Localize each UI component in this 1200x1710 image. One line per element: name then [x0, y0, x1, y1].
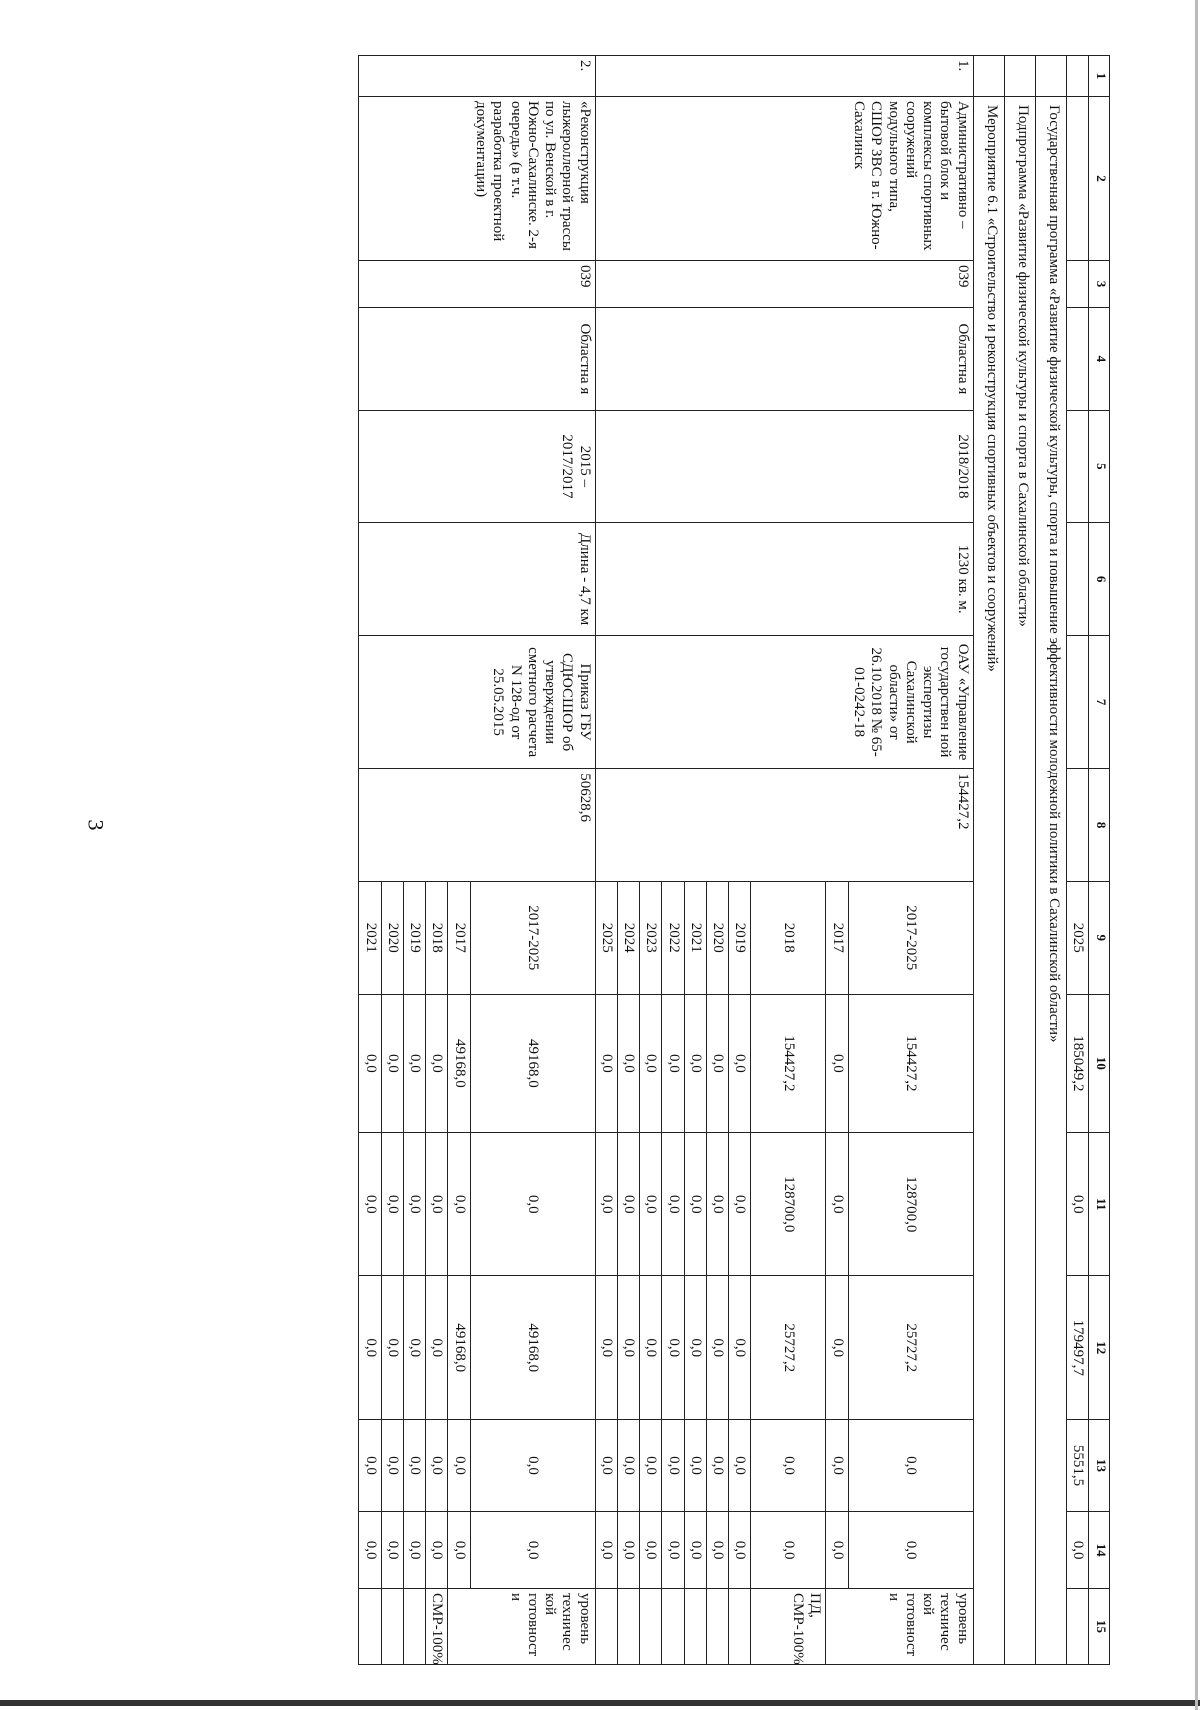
subprogram-title: Подпрограмма «Развитие физической культуры и спорта в Сахалинской области» [1004, 96, 1035, 1664]
row-c13: 0,0 [640, 1419, 662, 1511]
header-col-12: 12 [1089, 1276, 1110, 1419]
row-year: 2020 [707, 881, 729, 994]
row-c12: 0,0 [640, 1276, 662, 1419]
row-c12: 0,0 [707, 1276, 729, 1419]
object-code: 039 [595, 260, 973, 307]
row-year: 2025 [595, 881, 617, 994]
row-c10: 154427,2 [848, 994, 973, 1132]
object-cost: 154427,2 [595, 769, 973, 882]
row-c11: 0,0 [684, 1133, 706, 1276]
row-c14: 0,0 [662, 1512, 684, 1589]
row-year: 2018 [426, 881, 448, 994]
object-result-a: уровень техничес кой готовност и [448, 1589, 595, 1665]
row-c11: 128700,0 [751, 1133, 826, 1276]
row-c14: 0,0 [448, 1512, 470, 1589]
object-name: «Реконструкция лыжероллерной трассы по ул. Венской в г. Южно-Сахалинске. 2-я очередь» (в т.ч. разработка проектной документации) [359, 96, 595, 260]
row-c12: 0,0 [684, 1276, 706, 1419]
header-col-4: 4 [1089, 308, 1110, 410]
object-capacity: Длина - 4,7 км [359, 523, 595, 636]
row-c14: 0,0 [640, 1512, 662, 1589]
row-c11: 0,0 [729, 1133, 751, 1276]
row-c12: 0,0 [404, 1276, 426, 1419]
row-c10: 49168,0 [448, 994, 470, 1132]
object-ownership: Областна я [359, 308, 595, 410]
total-c13: 5551,5 [1066, 1419, 1088, 1511]
row-year: 2021 [359, 881, 381, 994]
object-row [470, 56, 595, 1665]
row-c14: 0,0 [359, 1512, 381, 1589]
header-row [1089, 56, 1110, 1665]
row-c12: 49168,0 [448, 1276, 470, 1419]
scan-edge-bottom [0, 1700, 1200, 1706]
row-year: 2020 [381, 881, 403, 994]
row-c13: 0,0 [404, 1419, 426, 1511]
object-document: ОАУ «Управление государствен ной экспертизы Сахалинской области» от 26.10.2018 № 65-01-0242-18 [595, 636, 973, 769]
row-c12: 0,0 [662, 1276, 684, 1419]
row-c13: 0,0 [359, 1419, 381, 1511]
row-c11: 0,0 [595, 1133, 617, 1276]
object-capacity: 1230 кв. м. [595, 523, 973, 636]
row-c10: 0,0 [426, 994, 448, 1132]
objects-table [359, 55, 1111, 1665]
header-col-13: 13 [1089, 1419, 1110, 1511]
header-col-5: 5 [1089, 410, 1110, 523]
row-c13: 0,0 [684, 1419, 706, 1511]
header-col-10: 10 [1089, 994, 1110, 1132]
header-col-3: 3 [1089, 260, 1110, 307]
object-cost: 50628,6 [359, 769, 595, 882]
row-c10: 0,0 [826, 994, 848, 1132]
row-c11: 128700,0 [848, 1133, 973, 1276]
row-c14: 0,0 [707, 1512, 729, 1589]
total-year: 2025 [1066, 881, 1088, 994]
object-result-empty [381, 1589, 403, 1665]
row-c11: 0,0 [381, 1133, 403, 1276]
row-c14: 0,0 [729, 1512, 751, 1589]
object-result-empty [595, 1589, 617, 1665]
row-c11: 0,0 [618, 1133, 640, 1276]
object-result-empty [359, 1589, 381, 1665]
total-c11: 0,0 [1066, 1133, 1088, 1276]
row-c13: 0,0 [826, 1419, 848, 1511]
row-c12: 0,0 [729, 1276, 751, 1419]
header-col-2: 2 [1089, 96, 1110, 260]
subprogram-row [1004, 56, 1035, 1665]
row-year: 2024 [618, 881, 640, 994]
row-c13: 0,0 [381, 1419, 403, 1511]
row-c10: 0,0 [618, 994, 640, 1132]
row-c11: 0,0 [826, 1133, 848, 1276]
scan-edge-right [1195, 0, 1198, 1710]
row-year: 2022 [662, 881, 684, 994]
row-c10: 49168,0 [470, 994, 595, 1132]
object-result-b: ПД, СМР-100% [751, 1589, 826, 1665]
row-c12: 0,0 [618, 1276, 640, 1419]
object-document: Приказ ГБУ СДЮСШОР об утверждении сметного расчета N 128-од от 25.05.2015 [359, 636, 595, 769]
row-c10: 0,0 [595, 994, 617, 1132]
row-c13: 0,0 [662, 1419, 684, 1511]
row-year: 2019 [729, 881, 751, 994]
row-c13: 0,0 [595, 1419, 617, 1511]
object-row [848, 56, 973, 1665]
row-c14: 0,0 [618, 1512, 640, 1589]
row-c14: 0,0 [751, 1512, 826, 1589]
object-result-b: СМР-100% [426, 1589, 448, 1665]
row-c12: 49168,0 [470, 1276, 595, 1419]
state-program-title: Государственная программа «Развитие физической культуры, спорта и повышение эффективности молодежной политики в Сахалинской области» [1035, 96, 1066, 1664]
row-c10: 0,0 [640, 994, 662, 1132]
total-row [1066, 56, 1088, 1665]
row-c14: 0,0 [426, 1512, 448, 1589]
measure-row [973, 56, 1004, 1665]
object-result-empty [618, 1589, 640, 1665]
row-c10: 0,0 [404, 994, 426, 1132]
state-program-row [1035, 56, 1066, 1665]
row-c13: 0,0 [426, 1419, 448, 1511]
row-c13: 0,0 [448, 1419, 470, 1511]
object-result-empty [640, 1589, 662, 1665]
header-col-14: 14 [1089, 1512, 1110, 1589]
object-result-a: уровень техничес кой готовност и [826, 1589, 973, 1665]
header-col-8: 8 [1089, 769, 1110, 882]
row-c14: 0,0 [826, 1512, 848, 1589]
object-number: 2. [359, 56, 595, 97]
row-c14: 0,0 [404, 1512, 426, 1589]
object-result-empty [684, 1589, 706, 1665]
row-c12: 0,0 [426, 1276, 448, 1419]
page-number: 3 [83, 819, 109, 831]
row-c14: 0,0 [381, 1512, 403, 1589]
header-col-1: 1 [1089, 56, 1110, 97]
row-c14: 0,0 [470, 1512, 595, 1589]
object-period: 2018/2018 [595, 410, 973, 523]
object-number: 1. [595, 56, 973, 97]
row-year: 2021 [684, 881, 706, 994]
row-c11: 0,0 [707, 1133, 729, 1276]
row-year: 2023 [640, 881, 662, 994]
row-c10: 0,0 [684, 994, 706, 1132]
row-c11: 0,0 [426, 1133, 448, 1276]
row-c11: 0,0 [404, 1133, 426, 1276]
row-c11: 0,0 [662, 1133, 684, 1276]
row-c11: 0,0 [470, 1133, 595, 1276]
object-result-empty [707, 1589, 729, 1665]
row-c13: 0,0 [707, 1419, 729, 1511]
object-name: Административно – бытовой блок и комплексы спортивных сооружений модульного типа, СШОР ЗВС в г. Южно-Сахалинск [595, 96, 973, 260]
row-c14: 0,0 [595, 1512, 617, 1589]
header-col-9: 9 [1089, 881, 1110, 994]
header-col-6: 6 [1089, 523, 1110, 636]
total-c10: 185049,2 [1066, 994, 1088, 1132]
row-year: 2017-2025 [470, 881, 595, 994]
row-c10: 0,0 [359, 994, 381, 1132]
row-year: 2018 [751, 881, 826, 994]
row-c12: 25727,2 [848, 1276, 973, 1419]
measure-title: Мероприятие 6.1 «Строительство и реконструкция спортивных объектов и сооружений» [973, 96, 1004, 1664]
row-c11: 0,0 [359, 1133, 381, 1276]
object-period: 2015 – 2017/2017 [359, 410, 595, 523]
row-c12: 0,0 [595, 1276, 617, 1419]
row-c10: 0,0 [729, 994, 751, 1132]
object-code: 039 [359, 260, 595, 307]
row-c12: 25727,2 [751, 1276, 826, 1419]
row-c13: 0,0 [470, 1419, 595, 1511]
row-c13: 0,0 [729, 1419, 751, 1511]
row-c13: 0,0 [751, 1419, 826, 1511]
row-c11: 0,0 [448, 1133, 470, 1276]
row-c10: 0,0 [662, 994, 684, 1132]
header-col-15: 15 [1089, 1589, 1110, 1665]
header-col-7: 7 [1089, 636, 1110, 769]
row-c12: 0,0 [826, 1276, 848, 1419]
row-year: 2017-2025 [848, 881, 973, 994]
row-c10: 0,0 [381, 994, 403, 1132]
row-c13: 0,0 [848, 1419, 973, 1511]
object-result-empty [404, 1589, 426, 1665]
row-c11: 0,0 [640, 1133, 662, 1276]
total-c14: 0,0 [1066, 1512, 1088, 1589]
row-c10: 0,0 [707, 994, 729, 1132]
row-c14: 0,0 [848, 1512, 973, 1589]
row-year: 2017 [448, 881, 470, 994]
row-c13: 0,0 [618, 1419, 640, 1511]
row-c12: 0,0 [381, 1276, 403, 1419]
row-c10: 154427,2 [751, 994, 826, 1132]
object-result-empty [729, 1589, 751, 1665]
row-c14: 0,0 [684, 1512, 706, 1589]
row-year: 2017 [826, 881, 848, 994]
row-year: 2019 [404, 881, 426, 994]
row-c12: 0,0 [359, 1276, 381, 1419]
object-ownership: Областна я [595, 308, 973, 410]
total-c12: 179497,7 [1066, 1276, 1088, 1419]
table-area [110, 55, 1110, 1665]
object-result-empty [662, 1589, 684, 1665]
header-col-11: 11 [1089, 1133, 1110, 1276]
